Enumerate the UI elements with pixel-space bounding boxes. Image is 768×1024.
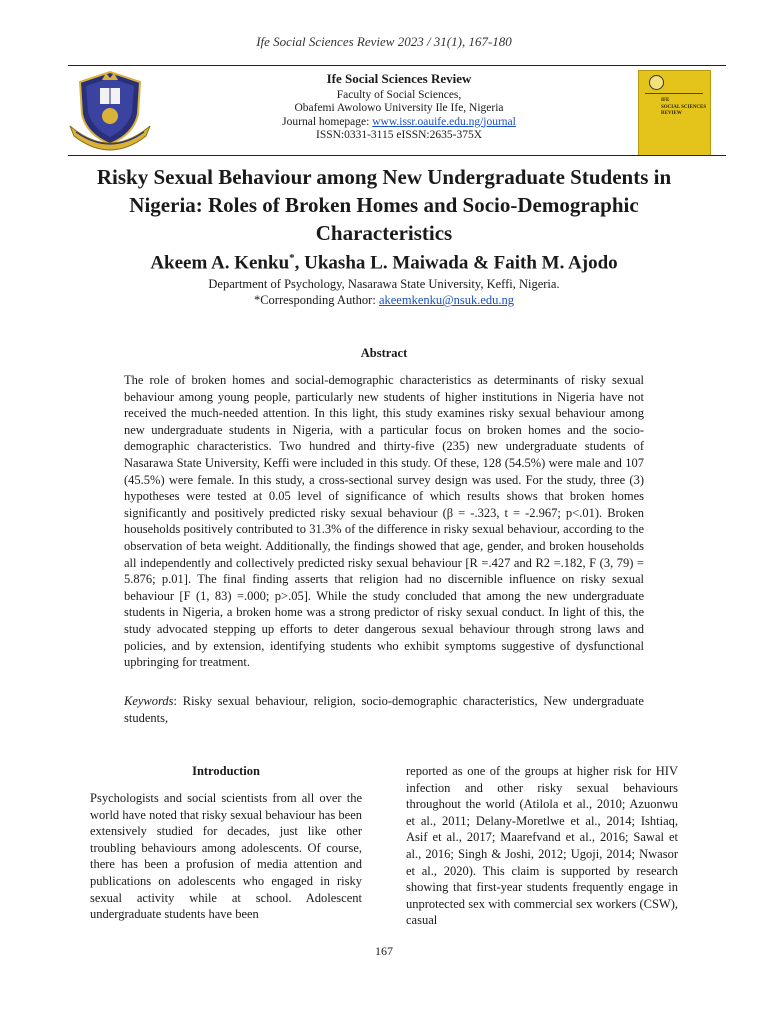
article-title: Risky Sexual Behaviour among New Undergraduate Students in Nigeria: Roles of Broken Homes and Socio-Demographic Characteristics [96, 165, 672, 245]
cover-title-line: SOCIAL SCIENCES [661, 104, 707, 110]
author-list [80, 252, 688, 274]
corresponding-email-link[interactable]: akeemkenku@nsuk.edu.ng [378, 293, 515, 307]
journal-homepage-link[interactable]: www.issr.oauife.edu.ng/journal [372, 115, 516, 128]
abstract-heading: Abstract [360, 346, 408, 360]
journal-masthead [214, 72, 584, 143]
corresponding-mark: * [289, 252, 295, 264]
header-top-rule [68, 65, 726, 66]
university-crest-logo [66, 68, 154, 154]
cover-title-line: IFE [661, 98, 670, 103]
issn-line: ISSN:0331-3115 eISSN:2635-375X [315, 129, 482, 141]
faculty-line: Faculty of Social Sciences, [336, 88, 462, 101]
keywords-label: Keywords [124, 694, 174, 708]
affiliation-block [80, 276, 688, 308]
running-head: Ife Social Sciences Review 2023 / 31(1), 167-180 [256, 34, 512, 49]
cover-emblem-icon [649, 75, 664, 90]
introduction-left-column: Psychologists and social scientists from all over the world have noted that risky sexual behaviour has been extensively studied for decades, just like other troubling behaviours among adolescents. Of course, there has been a profusion of media attention and publications on adolescents who engaged in risky sexual activity while at school. Adolescent undergraduate students have been [90, 791, 362, 922]
keywords-text: : Risky sexual behaviour, religion, socio-demographic characteristics, New undergraduate students, [124, 694, 644, 725]
cover-title [661, 98, 707, 118]
keywords [124, 693, 644, 726]
page-number: 167 [375, 944, 393, 958]
cover-band [645, 93, 703, 94]
university-line: Obafemi Awolowo University Ile Ife, Nigeria [294, 102, 504, 114]
affiliation: Department of Psychology, Nasarawa State University, Keffi, Nigeria. [208, 277, 560, 291]
header-bottom-rule [68, 155, 726, 156]
corresponding-label: *Corresponding Author: [253, 293, 379, 307]
introduction-right-column: reported as one of the groups at higher risk for HIV infection and other risky sexual behaviours throughout the world (Atilola et al., 2010; Azuonwu et al., 2011; Delany-Moretlwe et al., 2014; Ishtiaq, Asif et al., 2017; Maarefvand et al., 2016; Sawal et al., 2016; Singh & Joshi, 2012; Ugoji, 2014; Nwasor et al., 2020). This claim is supported by research showing that first-year students frequently engage in unprotected sex with commercial sex workers (CSW), casual [406, 764, 678, 928]
introduction-heading: Introduction [192, 764, 260, 778]
other-authors: , Ukasha L. Maiwada & Faith M. Ajodo [294, 252, 618, 274]
abstract-body: The role of broken homes and social-demographic characteristics as determinants of risky sexual behaviour among young people, particularly new students of higher institutions in Nigeria have not received the much-needed attention. In this light, this study examines risky sexual behaviour among new undergraduate students in Nigeria, with a particular focus on broken homes and the socio-demographic characteristics. Two hundred and thirty-five (235) new undergraduate students of Nasarawa State University, Keffi were included in this study. Of these, 128 (54.5%) were male and 107 (45.5%) were female. In this study, a cross-sectional survey design was used. For the study, three (3) hypotheses were tested at 0.05 level of significance of which results shows that broken homes significantly and positively predicted risky sexual behaviour (β = -.323, t = -2.967; p<.01). Broken households positively contributed to 31.3% of the difference in risky sexual behaviour, according to the observation of beta weight. Additionally, the findings showed that age, gender, and broken households all independently and collectively predicted risky sexual behaviour [R =.427 and R2 =.182, F (3, 79) = 5.876; p.01]. The final finding asserts that religion had no discernible influence on risky sexual behaviour [F (1, 83) =.000; p>.05]. While the study concluded that among the new undergraduate students in Nigeria, a broken home was a strong predictor of risky sexual conduct. In light of this, the study advocated stepping up efforts to deter dangerous sexual behaviour through strong laws and policies, and by extension, identifying students who exhibit symptoms suggestive of dysfunctional upbringing for treatment. [124, 373, 644, 670]
author-name: Akeem A. Kenku [150, 252, 290, 274]
homepage-label: Journal homepage: [282, 115, 373, 128]
journal-name: Ife Social Sciences Review [326, 71, 472, 86]
cover-title-line: REVIEW [661, 111, 682, 116]
journal-cover-thumbnail [638, 70, 711, 156]
corresponding-author [80, 292, 688, 308]
homepage-line [214, 116, 584, 130]
